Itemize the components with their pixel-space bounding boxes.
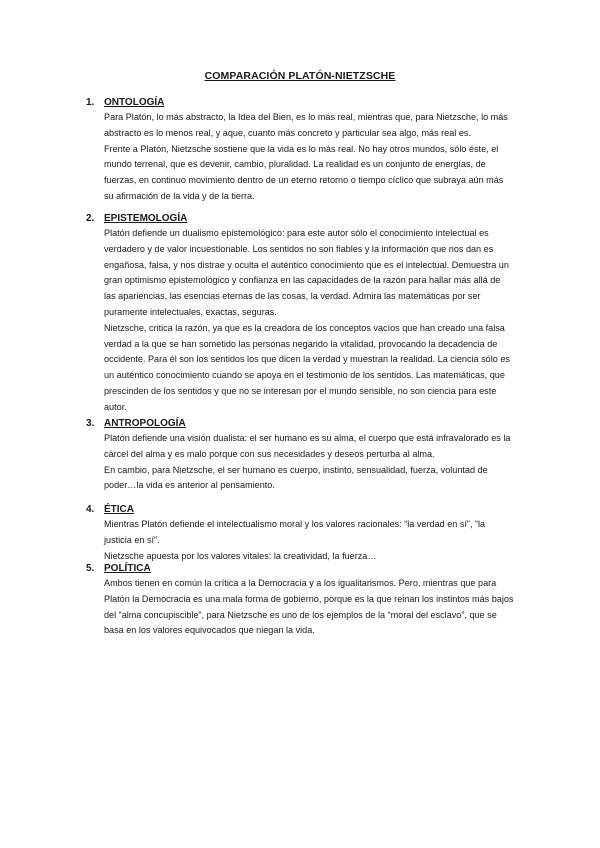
section-title: ONTOLOGÍA bbox=[104, 97, 165, 108]
section-politica bbox=[0, 562, 600, 639]
paragraph: Nietzsche, critica la razón, ya que es la creadora de los conceptos vacíos que han creado una falsa verdad a la que se han sometido las personas negando la vitalidad, provocando la decadencia de occidente. Para él son los sentidos los que dicen la verdad y muestran la realidad. La ciencia sólo es un auténtico conocimiento cuando se apoya en el testimonio de los sentidos. Las matemáticas, que prescinden de los sentidos y que no se interesan por el mundo sensible, no son ciencia para este autor. bbox=[104, 322, 510, 412]
section-heading bbox=[0, 417, 600, 431]
paragraph: Frente a Platón, Nietzsche sostiene que la vida es lo más real. No hay otros mundos, sólo éste, el mundo terrenal, que es devenir, cambio, pluralidad. La realidad es un conjunto de energías, de fuerzas, en continuo movimiento dentro de un eterno retorno o tiempo cíclico que subraya aún más su afirmación de la vida y de la tierra. bbox=[104, 143, 504, 201]
section-number: 4. bbox=[86, 504, 95, 515]
section-etica bbox=[0, 503, 600, 564]
section-heading bbox=[0, 212, 600, 226]
section-antropologia bbox=[0, 417, 600, 494]
paragraph: Mientras Platón defiende el intelectualismo moral y los valores racionales: “la verdad en sí”, “la justicia en sí”. bbox=[104, 519, 486, 545]
section-number: 1. bbox=[86, 97, 95, 108]
section-title: ÉTICA bbox=[104, 504, 134, 515]
paragraph: Platón defiende una visión dualista: el ser humano es su alma, el cuerpo que está infravalorado es la cárcel del alma y es malo porque con sus necesidades y deseos perturba al alma. bbox=[104, 433, 511, 459]
section-heading bbox=[0, 562, 600, 576]
document-title: COMPARACIÓN PLATÓN-NIETZSCHE bbox=[204, 70, 396, 82]
section-number: 3. bbox=[86, 418, 95, 429]
paragraph: Nietzsche apuesta por los valores vitales: la creatividad, la fuerza… bbox=[104, 550, 377, 561]
section-heading bbox=[0, 503, 600, 517]
section-heading bbox=[0, 96, 600, 110]
section-number: 2. bbox=[86, 213, 95, 224]
paragraph: Platón defiende un dualismo epistemológico: para este autor sólo el conocimiento intelectual es verdadero y de valor incuestionable. Los sentidos no son fiables y la información que nos dan es engañosa, falsa, y nos distrae y oculta el auténtico conocimiento que es el intelectual. Demuestra un gran optimismo epistemológico y confianza en las capacidades de la razón para hallar más allá de las apariencias, las esencias eternas de las cosas, la verdad. Admira las matemáticas por ser puramente intelectuales, exactas, seguras. bbox=[104, 228, 509, 317]
section-ontologia bbox=[0, 96, 600, 205]
paragraph: Para Platón, lo más abstracto, la Idea del Bien, es lo más real, mientras que, para Nietzsche, lo más abstracto es lo menos real, y aque, cuanto más concreto y particular sea algo, más real es. bbox=[104, 112, 508, 138]
section-title: ANTROPOLOGÍA bbox=[104, 418, 186, 429]
paragraph: Ambos tienen en común la crítica a la Democracia y a los igualitarismos. Pero, mientras que para Platón la Democracia es una mala forma de gobierno, porque es la que reinan los instintos más bajos del “alma concupiscible”, para Nietzsche es uno de los ejemplos de la “moral del esclavo”, que se basa en los valores equivocados que niegan la vida. bbox=[104, 578, 514, 636]
section-number: 5. bbox=[86, 563, 95, 574]
section-title: EPISTEMOLOGÍA bbox=[104, 213, 188, 224]
section-epistemologia bbox=[0, 212, 600, 416]
section-title: POLÍTICA bbox=[104, 563, 151, 574]
paragraph: En cambio, para Nietzsche, el ser humano es cuerpo, instinto, sensualidad, fuerza, voluntad de poder…la vida es anterior al pensamiento. bbox=[104, 464, 488, 491]
